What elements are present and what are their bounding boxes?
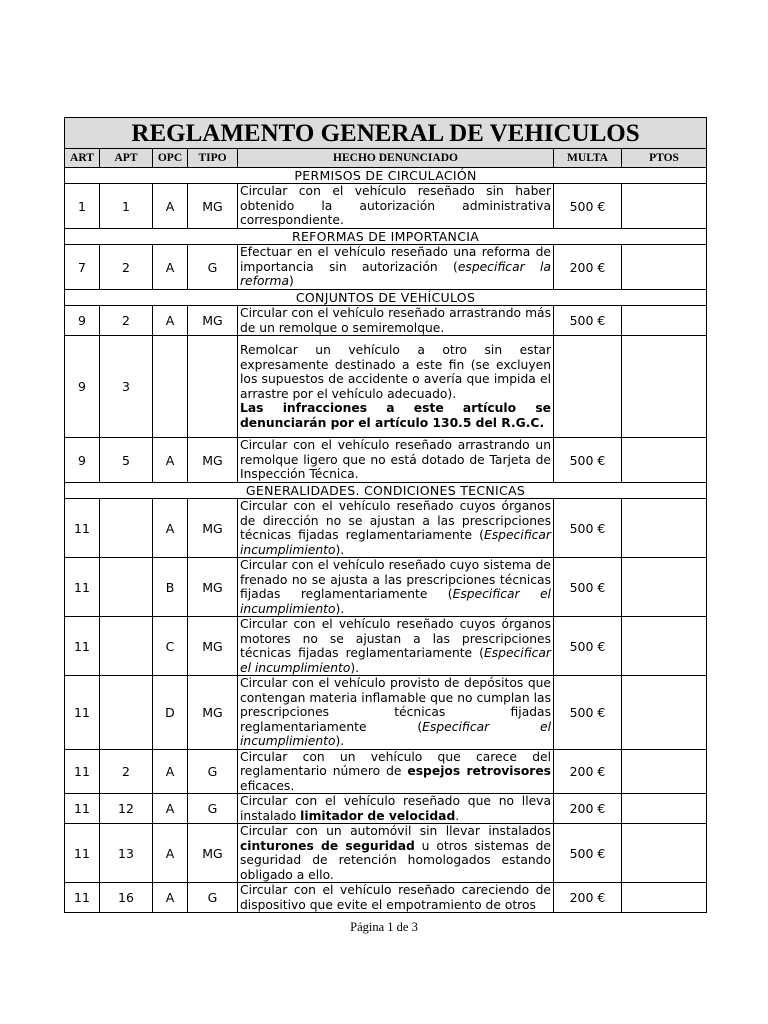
cell-tipo: MG (188, 438, 238, 483)
cell-description: Circular con un vehículo que carece del reglamentario número de espejos retrovisores eficaces. (238, 749, 554, 794)
cell-description: Efectuar en el vehículo reseñado una reforma de importancia sin autorización (especificar la reforma) (238, 245, 554, 290)
cell-tipo: G (188, 794, 238, 824)
cell-apt: 2 (100, 306, 153, 336)
cell-ptos (622, 794, 707, 824)
title-row (65, 118, 707, 149)
cell-tipo (188, 336, 238, 438)
cell-multa: 500 € (554, 499, 622, 558)
cell-multa: 500 € (554, 306, 622, 336)
cell-apt: 13 (100, 824, 153, 883)
table-row (65, 883, 707, 913)
cell-opc: B (153, 558, 188, 617)
cell-ptos (622, 617, 707, 676)
table-row (65, 794, 707, 824)
cell-multa: 500 € (554, 617, 622, 676)
header-apt: APT (100, 149, 153, 168)
cell-opc: A (153, 184, 188, 229)
cell-apt (100, 617, 153, 676)
page-footer: Página 1 de 3 (350, 920, 418, 934)
cell-multa: 200 € (554, 794, 622, 824)
table-row (65, 336, 707, 438)
cell-multa: 500 € (554, 676, 622, 750)
section-title: CONJUNTOS DE VEHÍCULOS (65, 290, 707, 306)
cell-apt (100, 499, 153, 558)
note-text: Las infracciones a este artículo se denunciarán por el artículo 130.5 del R.G.C. (240, 401, 551, 430)
cell-ptos (622, 336, 707, 438)
cell-tipo: G (188, 245, 238, 290)
cell-ptos (622, 184, 707, 229)
cell-opc (153, 336, 188, 438)
cell-description: Circular con el vehículo reseñado cuyos órganos de dirección no se ajustan a las prescripciones técnicas fijadas reglamentariamente (Especificar incumplimiento). (238, 499, 554, 558)
cell-opc: A (153, 306, 188, 336)
table-row (65, 245, 707, 290)
cell-art: 9 (65, 306, 100, 336)
cell-description: Circular con el vehículo provisto de depósitos que contengan materia inflamable que no cumplan las prescripciones técnicas fijadas reglamentariamente (Especificar el incumplimiento). (238, 676, 554, 750)
table-row (65, 499, 707, 558)
cell-opc: C (153, 617, 188, 676)
cell-apt: 3 (100, 336, 153, 438)
cell-art: 11 (65, 749, 100, 794)
table-row (65, 617, 707, 676)
cell-description: Circular con el vehículo reseñado arrastrando más de un remolque o semiremolque. (238, 306, 554, 336)
cell-multa: 200 € (554, 749, 622, 794)
table-row (65, 824, 707, 883)
cell-opc: A (153, 883, 188, 913)
section-title: GENERALIDADES. CONDICIONES TECNICAS (65, 483, 707, 499)
section-row (65, 168, 707, 184)
section-row (65, 229, 707, 245)
cell-art: 1 (65, 184, 100, 229)
cell-multa: 500 € (554, 558, 622, 617)
cell-opc: A (153, 438, 188, 483)
cell-ptos (622, 824, 707, 883)
cell-ptos (622, 306, 707, 336)
cell-apt: 16 (100, 883, 153, 913)
cell-multa: 200 € (554, 245, 622, 290)
cell-ptos (622, 676, 707, 750)
cell-tipo: G (188, 883, 238, 913)
table-row (65, 749, 707, 794)
table-row (65, 558, 707, 617)
cell-apt: 5 (100, 438, 153, 483)
cell-ptos (622, 245, 707, 290)
cell-multa: 500 € (554, 824, 622, 883)
header-multa: MULTA (554, 149, 622, 168)
cell-opc: A (153, 245, 188, 290)
header-ptos: PTOS (622, 149, 707, 168)
cell-art: 11 (65, 794, 100, 824)
cell-multa: 200 € (554, 883, 622, 913)
table-row (65, 676, 707, 750)
cell-ptos (622, 883, 707, 913)
cell-apt (100, 676, 153, 750)
cell-apt (100, 558, 153, 617)
header-row (65, 149, 707, 168)
cell-ptos (622, 438, 707, 483)
cell-art: 11 (65, 499, 100, 558)
cell-description: Circular con el vehículo reseñado cuyos órganos motores no se ajustan a las prescripciones técnicas fijadas reglamentariamente (Especificar el incumplimiento). (238, 617, 554, 676)
cell-ptos (622, 749, 707, 794)
cell-description: Circular con el vehículo reseñado arrastrando un remolque ligero que no está dotado de Tarjeta de Inspección Técnica. (238, 438, 554, 483)
cell-tipo: G (188, 749, 238, 794)
cell-apt: 12 (100, 794, 153, 824)
cell-art: 11 (65, 824, 100, 883)
cell-multa: 500 € (554, 184, 622, 229)
cell-tipo: MG (188, 824, 238, 883)
cell-art: 11 (65, 617, 100, 676)
section-row (65, 483, 707, 499)
cell-apt: 1 (100, 184, 153, 229)
cell-opc: A (153, 794, 188, 824)
cell-ptos (622, 499, 707, 558)
cell-tipo: MG (188, 558, 238, 617)
cell-apt: 2 (100, 245, 153, 290)
section-title: REFORMAS DE IMPORTANCIA (65, 229, 707, 245)
cell-art: 11 (65, 676, 100, 750)
cell-tipo: MG (188, 184, 238, 229)
cell-description: Circular con el vehículo reseñado sin haber obtenido la autorización administrativa correspondiente. (238, 184, 554, 229)
regulation-table (64, 117, 707, 913)
table-row (65, 184, 707, 229)
cell-description: Circular con el vehículo reseñado cuyo sistema de frenado no se ajusta a las prescripciones técnicas fijadas reglamentariamente (Especificar el incumplimiento). (238, 558, 554, 617)
cell-opc: A (153, 499, 188, 558)
cell-art: 7 (65, 245, 100, 290)
cell-tipo: MG (188, 676, 238, 750)
cell-multa: 500 € (554, 438, 622, 483)
cell-tipo: MG (188, 617, 238, 676)
cell-opc: A (153, 749, 188, 794)
cell-art: 9 (65, 336, 100, 438)
header-opc: OPC (153, 149, 188, 168)
table-row (65, 438, 707, 483)
cell-apt: 2 (100, 749, 153, 794)
cell-opc: D (153, 676, 188, 750)
cell-ptos (622, 558, 707, 617)
cell-opc: A (153, 824, 188, 883)
cell-art: 11 (65, 558, 100, 617)
cell-tipo: MG (188, 306, 238, 336)
cell-description: Circular con un automóvil sin llevar instalados cinturones de seguridad u otros sistemas de seguridad de retención homologados estando obligado a ello. (238, 824, 554, 883)
cell-description: Circular con el vehículo reseñado que no lleva instalado limitador de velocidad. (238, 794, 554, 824)
cell-tipo: MG (188, 499, 238, 558)
cell-art: 11 (65, 883, 100, 913)
header-tipo: TIPO (188, 149, 238, 168)
cell-description: Circular con el vehículo reseñado careciendo de dispositivo que evite el empotramiento de otros (238, 883, 554, 913)
cell-art: 9 (65, 438, 100, 483)
cell-multa (554, 336, 622, 438)
page-title: REGLAMENTO GENERAL DE VEHICULOS (65, 118, 707, 149)
header-hecho: HECHO DENUNCIADO (238, 149, 554, 168)
table-row (65, 306, 707, 336)
section-title: PERMISOS DE CIRCULACIÓN (65, 168, 707, 184)
header-art: ART (65, 149, 100, 168)
cell-description: Remolcar un vehículo a otro sin estar expresamente destinado a este fin (se excluyen los supuestos de accidente o avería que impida el arrastre por el vehículo adecuado). Las infracciones a este artículo se denunciarán por el artículo 130.5 del R.G.C. (238, 336, 554, 438)
section-row (65, 290, 707, 306)
